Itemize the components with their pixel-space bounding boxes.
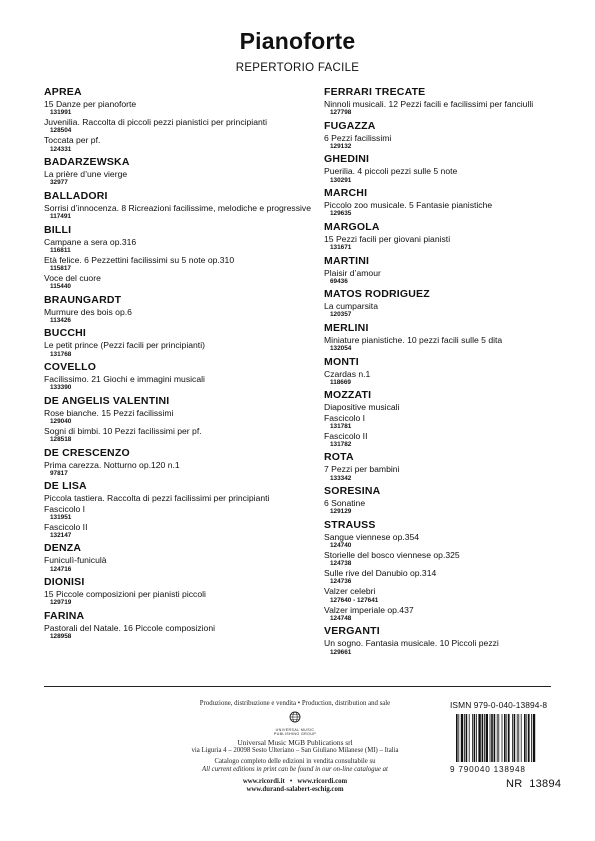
work-code: 131782 — [330, 440, 352, 448]
work-title: Sorrisi d’innocenza. 8 Ricreazioni facilissime, melodiche e progressive — [44, 202, 311, 213]
barcode-bar — [464, 714, 465, 762]
composer-name: MARGOLA — [324, 220, 380, 233]
composer-name: SORESINA — [324, 485, 381, 498]
barcode-bar — [517, 714, 518, 762]
composer-entry — [44, 480, 316, 540]
composer-name: FUGAZZA — [324, 119, 376, 132]
work-title: La cumparsita — [324, 301, 378, 312]
work-code: 129129 — [330, 508, 352, 516]
barcode-bar — [524, 714, 526, 762]
work-title: Piccola tastiera. Raccolta di pezzi facilissimi per principianti — [44, 493, 270, 504]
production-note: Produzione, distribuzione e vendita • Production, distribution and sale — [199, 700, 391, 707]
barcode — [456, 714, 560, 762]
composer-name: MATOS RODRIGUEZ — [324, 288, 430, 301]
composer-entry — [324, 356, 595, 387]
barcode-bar — [526, 714, 527, 762]
composer-name: ROTA — [324, 451, 354, 464]
barcode-bar — [482, 714, 484, 762]
work-title: Plaisir d’amour — [324, 267, 381, 278]
work-title: Valzer celebri — [324, 586, 376, 597]
composer-entry — [324, 485, 595, 516]
composer-name: DE CRESCENZO — [44, 446, 130, 459]
composer-entry — [44, 190, 316, 221]
work-title: Campane a sera op.316 — [44, 236, 137, 247]
barcode-bar — [469, 714, 470, 762]
publisher-block — [160, 700, 430, 794]
composer-entry — [44, 395, 316, 444]
footer-divider — [44, 686, 551, 687]
work-code: 132147 — [50, 531, 72, 539]
umg-wordmark: UNIVERSAL MUSIC PUBLISHING GROUP — [273, 728, 317, 736]
work-code: 132054 — [330, 345, 352, 353]
barcode-bar — [458, 714, 459, 762]
website-links — [160, 778, 430, 786]
composer-entry — [44, 610, 316, 641]
barcode-bar — [461, 714, 463, 762]
work-title: Sulle rive del Danubio op.314 — [324, 568, 437, 579]
barcode-bar — [528, 714, 530, 762]
work-title: Fascicolo I — [324, 412, 366, 423]
barcode-bar — [478, 714, 480, 762]
barcode-bar — [514, 714, 516, 762]
composer-name: DE ANGELIS VALENTINI — [44, 394, 170, 407]
work-title: La prière d’une vierge — [44, 169, 128, 180]
barcode-bar — [497, 714, 498, 762]
barcode-bar — [512, 714, 513, 762]
work-code: 131768 — [50, 350, 72, 358]
barcode-bar — [518, 714, 519, 762]
composer-name: MARCHI — [324, 187, 368, 200]
work-code: 131671 — [330, 244, 352, 252]
work-title: Prima carezza. Notturno op.120 n.1 — [44, 459, 180, 470]
work-code: 124740 — [330, 542, 352, 550]
work-code: 124331 — [50, 145, 72, 153]
composer-name: APREA — [44, 86, 82, 98]
work-title: Czardas n.1 — [324, 368, 371, 379]
barcode-bar — [491, 714, 493, 762]
barcode-bar — [504, 714, 506, 762]
composer-entry — [324, 288, 595, 319]
work-code: 32977 — [50, 179, 68, 187]
composer-entry — [44, 327, 316, 358]
work-code: 131991 — [50, 109, 72, 117]
barcode-bar — [498, 714, 499, 762]
composer-name: BRAUNGARDT — [44, 293, 122, 306]
umg-logo — [265, 710, 325, 736]
company-name: Universal Music MGB Publications srl — [237, 738, 353, 747]
work-title: Miniature pianistiche. 10 pezzi facili sulle 5 dita — [324, 334, 503, 345]
barcode-bar — [521, 714, 522, 762]
work-title: 7 Pezzi per bambini — [324, 464, 400, 475]
barcode-bar — [474, 714, 476, 762]
work-code: 120357 — [330, 311, 352, 319]
barcode-bar — [472, 714, 473, 762]
composer-name: DIONISI — [44, 576, 85, 589]
work-code: 133342 — [330, 474, 352, 482]
work-title: Facilissimo. 21 Giochi e immagini musicali — [44, 374, 205, 385]
composer-entry — [324, 389, 595, 449]
barcode-bar — [494, 714, 496, 762]
work-title: 6 Pezzi facilissimi — [324, 132, 392, 143]
composer-entry — [44, 542, 316, 573]
barcode-bar — [508, 714, 510, 762]
ismn-label: ISMN 979-0-040-13894-8 — [450, 700, 548, 710]
work-title: Pastorali del Natale. 16 Piccole composizioni — [44, 622, 216, 633]
composer-entry — [324, 120, 595, 151]
composer-entry — [44, 86, 316, 154]
barcode-bar — [466, 714, 468, 762]
composer-entry — [324, 221, 595, 252]
link-separator: • — [286, 778, 296, 785]
catalog-number-prefix: NR — [506, 778, 523, 790]
work-title: Funiculì-funiculà — [44, 555, 107, 566]
work-code: 117491 — [50, 213, 71, 221]
barcode-bar — [533, 714, 535, 762]
work-title: 6 Sonatine — [324, 498, 366, 509]
work-code: 124748 — [330, 614, 352, 622]
work-code: 133390 — [50, 384, 72, 392]
work-code: 129661 — [330, 648, 352, 656]
composer-entry — [44, 294, 316, 325]
work-code: 127640 - 127641 — [330, 596, 379, 604]
work-title: Sangue viennese op.354 — [324, 531, 420, 542]
work-code: 131951 — [50, 513, 72, 521]
work-title: 15 Pezzi facili per giovani pianisti — [324, 233, 451, 244]
work-code: 116811 — [50, 246, 71, 254]
work-title: Juvenilia. Raccolta di piccoli pezzi pianistici per principianti — [44, 117, 268, 128]
work-code: 131781 — [330, 422, 352, 430]
work-code: 129635 — [330, 210, 352, 218]
work-code: 129040 — [50, 417, 72, 425]
catalog-number-value: 13894 — [529, 778, 562, 790]
composer-name: COVELLO — [44, 361, 97, 374]
work-code: 128504 — [50, 127, 72, 135]
website-link-ricordi-it[interactable]: www.ricordi.it — [242, 778, 285, 785]
work-code: 129132 — [330, 142, 352, 150]
work-title: Murmure des bois op.6 — [44, 306, 132, 317]
work-title: Storielle del bosco viennese op.325 — [324, 550, 460, 561]
work-title: Età felice. 6 Pezzettini facilissimi su 5 note op.310 — [44, 254, 235, 265]
work-code: 118669 — [330, 378, 351, 386]
barcode-bar — [531, 714, 532, 762]
composer-entry — [324, 625, 595, 656]
barcode-bar — [486, 714, 488, 762]
work-title: 15 Piccole composizioni per pianisti piccoli — [44, 589, 206, 600]
barcode-bar — [502, 714, 503, 762]
work-title: Un sogno. Fantasia musicale. 10 Piccoli pezzi — [324, 638, 499, 649]
catalog-number — [506, 778, 561, 790]
work-code: 124738 — [330, 560, 352, 568]
website-link-durand[interactable]: www.durand-salabert-eschig.com — [246, 786, 344, 793]
work-title: Rose bianche. 15 Pezzi facilissimi — [44, 407, 174, 418]
work-title: Toccata per pf. — [44, 135, 101, 146]
composer-entry — [324, 519, 595, 623]
work-code: 130291 — [330, 176, 352, 184]
composer-name: MERLINI — [324, 321, 369, 334]
composer-entry — [324, 153, 595, 184]
composer-name: DE LISA — [44, 480, 87, 493]
barcode-bar — [476, 714, 477, 762]
page-title: Pianoforte — [239, 28, 356, 54]
catalog-note-en: All current editions in print can be found in our on-line catalogue at — [202, 766, 388, 773]
composer-name: BALLADORI — [44, 189, 108, 202]
composer-entry — [324, 187, 595, 218]
composer-name: BADARZEWSKA — [44, 156, 130, 169]
work-title: Valzer imperiale op.437 — [324, 604, 414, 615]
work-code: 124716 — [50, 565, 72, 573]
composer-name: VERGANTI — [324, 625, 380, 638]
composer-entry — [324, 86, 595, 117]
composer-name: STRAUSS — [324, 518, 376, 531]
composer-name: DENZA — [44, 542, 82, 555]
work-code: 97817 — [50, 469, 68, 477]
work-title: Piccolo zoo musicale. 5 Fantasie pianistiche — [324, 200, 493, 211]
composer-entry — [324, 451, 595, 482]
globe-icon — [289, 711, 301, 723]
work-code: 124736 — [330, 578, 352, 586]
work-title: 15 Danze per pianoforte — [44, 99, 137, 109]
work-title: Le petit prince (Pezzi facili per principianti) — [44, 340, 205, 351]
barcode-bar — [490, 714, 491, 762]
work-code: 128518 — [50, 436, 72, 444]
work-title: Diapositive musicali — [324, 402, 400, 413]
composer-entry — [44, 361, 316, 392]
composer-name: MONTI — [324, 355, 359, 368]
catalog-column-left — [44, 86, 316, 644]
catalog-note-it: Catalogo completo delle edizioni in vendita consultabile su — [214, 758, 376, 765]
work-title: Fascicolo I — [44, 503, 86, 514]
work-title: Fascicolo II — [324, 430, 368, 441]
work-title: Ninnoli musicali. 12 Pezzi facili e facilissimi per fanciulli — [324, 99, 534, 109]
work-title: Fascicolo II — [44, 521, 88, 532]
composer-name: MARTINI — [324, 254, 370, 267]
company-address: via Liguria 4 – 20098 Sesto Ulteriano – San Giuliano Milanese (MI) – Italia — [191, 747, 399, 754]
work-code: 127798 — [330, 109, 352, 117]
work-code: 128958 — [50, 633, 72, 641]
work-code: 69436 — [330, 277, 348, 285]
composer-entry — [44, 156, 316, 187]
composer-entry — [44, 224, 316, 292]
work-title: Puerilia. 4 piccoli pezzi sulle 5 note — [324, 166, 458, 177]
composer-name: FARINA — [44, 609, 85, 622]
work-code: 129719 — [50, 599, 72, 607]
composer-name: MOZZATI — [324, 389, 372, 402]
barcode-bar — [506, 714, 507, 762]
work-title: Voce del cuore — [44, 272, 101, 283]
composer-entry — [324, 322, 595, 353]
barcode-bar — [456, 714, 458, 762]
work-code: 115817 — [50, 264, 71, 272]
barcode-bar — [484, 714, 485, 762]
work-title: Sogni di bimbi. 10 Pezzi facilissimi per pf. — [44, 425, 202, 436]
work-code: 115440 — [50, 283, 71, 291]
work-code: 113426 — [50, 316, 71, 324]
catalog-column-right — [324, 86, 595, 659]
composer-entry — [44, 447, 316, 478]
website-link-ricordi-com[interactable]: www.ricordi.com — [297, 778, 348, 785]
composer-name: GHEDINI — [324, 153, 370, 166]
composer-name: BUCCHI — [44, 327, 87, 340]
composer-name: BILLI — [44, 223, 72, 236]
page-subtitle: REPERTORIO FACILE — [235, 62, 360, 74]
composer-name: FERRARI TRECATE — [324, 86, 426, 98]
composer-entry — [44, 576, 316, 607]
barcode-digits: 9 790040 138948 — [450, 765, 526, 774]
composer-entry — [324, 255, 595, 286]
